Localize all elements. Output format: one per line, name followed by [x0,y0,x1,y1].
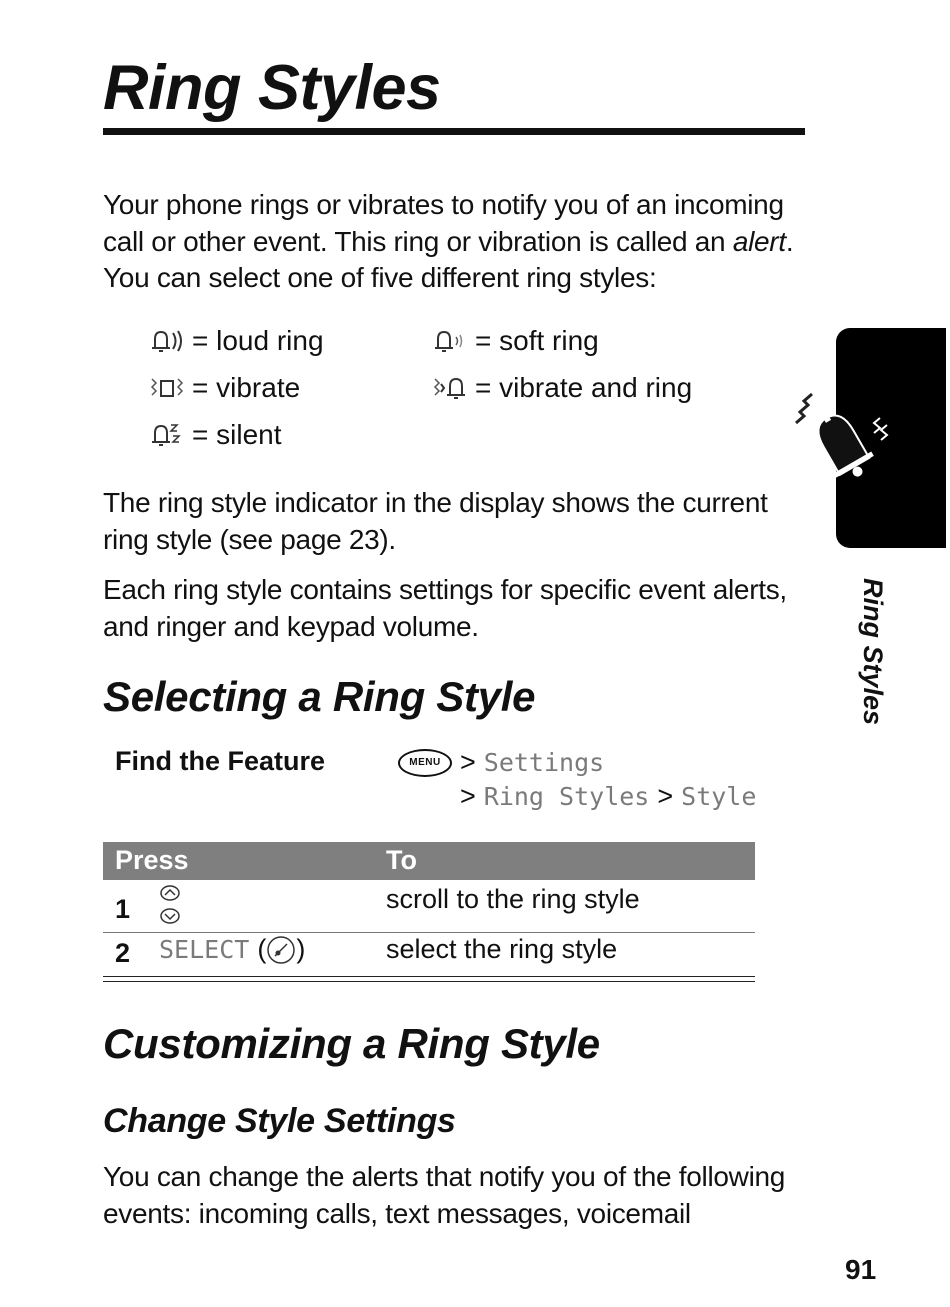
chapter-tab [836,328,946,548]
vibrate-and-ring-icon [425,374,475,402]
change-settings-subheading: Change Style Settings [103,1102,456,1140]
intro-line-3: You can select one of five different ring styles: [103,262,657,293]
legend-vibrate-and-ring: = vibrate and ring [425,372,692,404]
title-rule [103,128,805,135]
legend-soft-ring: = soft ring [425,325,599,357]
select-key-icon [266,935,296,965]
table-row: 1 scroll to the ring style [103,880,755,932]
path-style: Style [681,782,757,811]
silent-icon [142,421,192,449]
intro-paragraph [103,187,793,297]
menu-key-icon: MENU [398,749,452,777]
alert-term: alert [732,225,786,257]
find-feature-label: Find the Feature [115,746,326,776]
legend-loud-ring: = loud ring [142,325,324,357]
customizing-heading: Customizing a Ring Style [103,1020,600,1067]
ringing-bell-icon [786,388,896,498]
vibrate-icon [142,374,192,402]
intro-line-2: call or other event. This ring or vibration is called an alert. [103,225,794,257]
indicator-paragraph: The ring style indicator in the display shows the current ring style (see page 23). [103,487,768,555]
soft-ring-icon [425,327,475,355]
selecting-heading: Selecting a Ring Style [103,673,536,720]
customizing-paragraph: You can change the alerts that notify you of the following events: incoming calls, text messages, voicemail [103,1161,786,1229]
press-to-table [103,842,755,976]
feature-path-line-1: MENU > Settings [398,747,604,778]
feature-path-line-2: > Ring Styles > Style [460,781,757,811]
header-to: To [386,845,417,875]
settings-paragraph: Each ring style contains settings for specific event alerts, and ringer and keypad volume. [103,574,787,642]
page-number: 91 [845,1254,877,1285]
legend-silent: = silent [142,419,282,451]
header-press: Press [115,845,189,875]
legend-vibrate: = vibrate [142,372,300,404]
table-bottom-rule [103,981,755,982]
loud-ring-icon [142,327,192,355]
page-title: Ring Styles [103,53,441,123]
intro-line-1: Your phone rings or vibrates to notify you of an incoming [103,189,784,220]
path-ring-styles: Ring Styles [483,782,650,811]
chapter-tab-label: Ring Styles [858,578,888,726]
table-bottom-rule [103,976,755,977]
select-key: SELECT ( ) [159,934,306,964]
table-header [103,842,755,880]
path-settings: Settings [483,748,605,777]
scroll-keys-icon [159,882,181,928]
table-row: 2 SELECT ( ) select the ring style [115,934,618,968]
